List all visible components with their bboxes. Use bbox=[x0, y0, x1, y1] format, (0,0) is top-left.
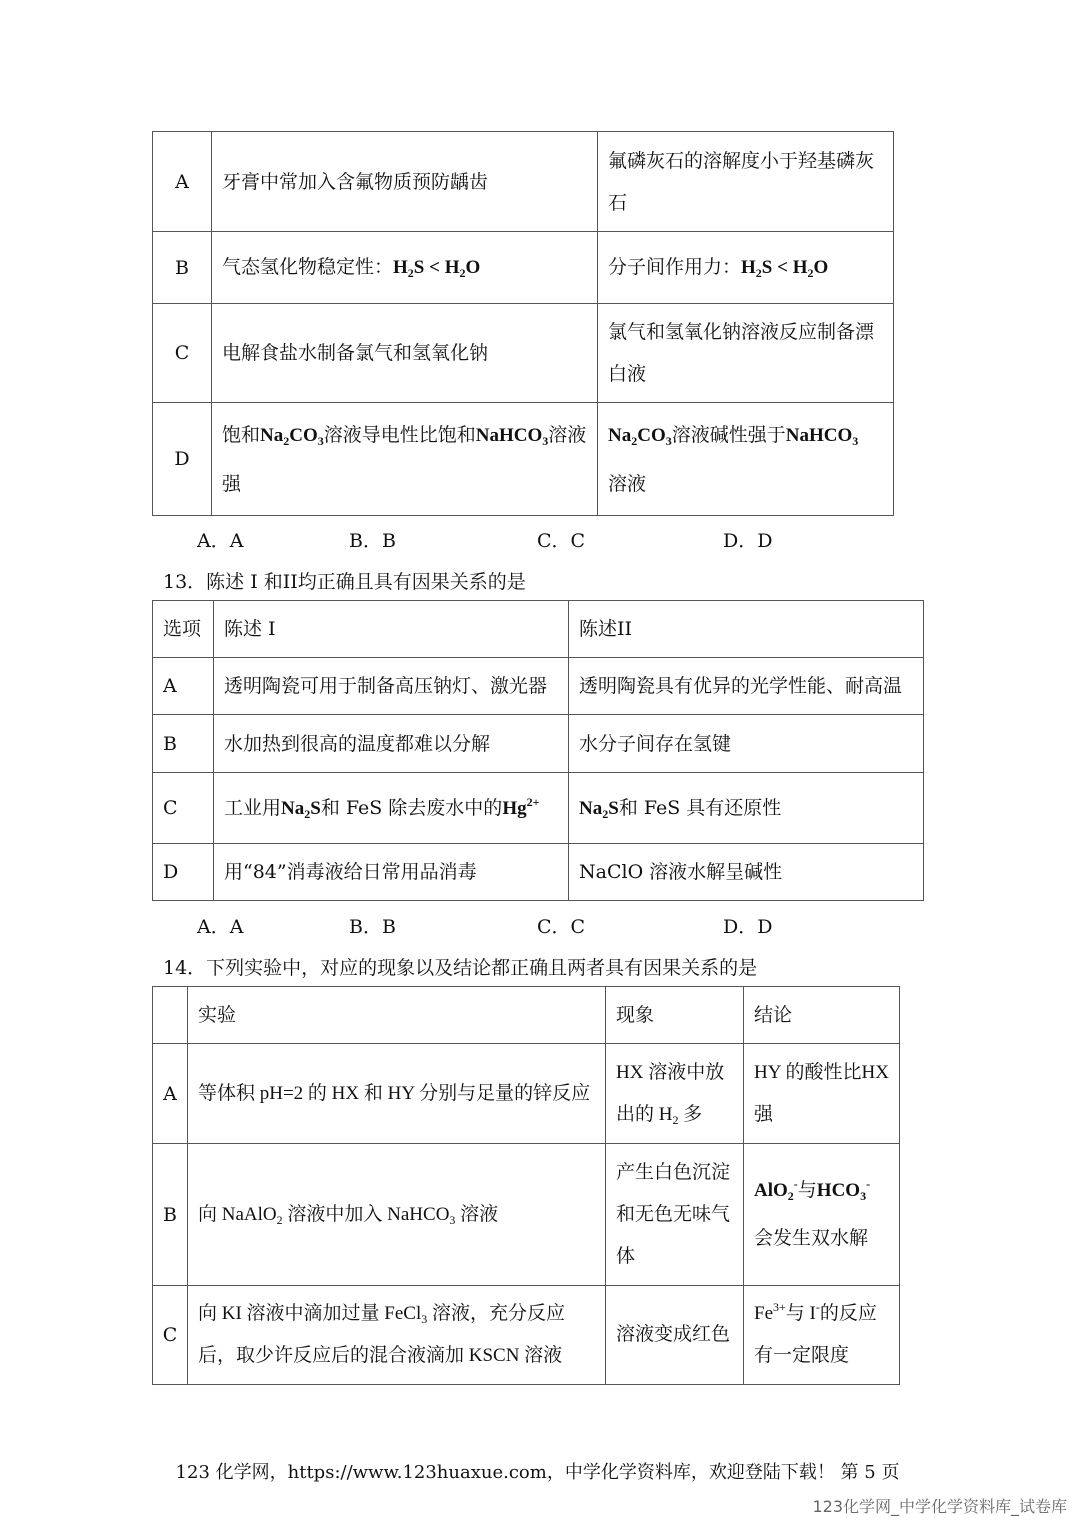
statement-text: 溶液 bbox=[608, 472, 647, 495]
table-header-row bbox=[153, 987, 900, 1044]
statement-text: 溶液中加入 NaHCO bbox=[282, 1203, 450, 1225]
option-d[interactable]: D．D bbox=[723, 916, 773, 938]
table-row bbox=[153, 844, 924, 901]
statement-text: 多 bbox=[683, 1103, 703, 1125]
q12-statement-1: 牙膏中常加入含氟物质预防龋齿 bbox=[212, 132, 598, 232]
q14-experiment: 等体积 pH=2 的 HX 和 HY 分别与足量的锌反应 bbox=[188, 1044, 606, 1144]
q12-statement-1 bbox=[212, 232, 598, 304]
q12-row-key: A bbox=[153, 132, 212, 232]
q12-row-key: B bbox=[153, 232, 212, 304]
column-header: 陈述II bbox=[569, 601, 924, 658]
table-header-row bbox=[153, 601, 924, 658]
statement-text: Fe bbox=[754, 1303, 773, 1324]
subscript: 3 bbox=[421, 1312, 428, 1326]
q12-statement-1: 电解食盐水制备氯气和氢氧化钠 bbox=[212, 304, 598, 403]
q14-experiment bbox=[188, 1144, 606, 1286]
q13-statement-2: 水分子间存在氢键 bbox=[569, 715, 924, 773]
page-footer: 123 化学网，https://www.123huaxue.com，中学化学资料库，欢迎登陆下载！ 第 5 页 bbox=[175, 1462, 900, 1483]
statement-text: 溶液导电性比饱和 bbox=[323, 423, 476, 446]
q14-row-key: A bbox=[153, 1044, 188, 1144]
formula: $H_2S < H_2O$ bbox=[741, 257, 829, 280]
q14-row-key: C bbox=[153, 1286, 188, 1385]
statement-text: 溶液，充分反应后，取少许反应后的混合液滴加 KSCN 溶液 bbox=[198, 1303, 566, 1366]
q14-conclusion bbox=[744, 1144, 900, 1286]
subscript: 2 bbox=[672, 1112, 679, 1127]
q13-row-key: D bbox=[153, 844, 214, 901]
statement-text: 工业用 bbox=[224, 796, 282, 819]
q12-row-key: D bbox=[153, 403, 212, 516]
q12-table bbox=[152, 131, 894, 516]
option-c[interactable]: C．C bbox=[537, 530, 586, 552]
q13-row-key: B bbox=[153, 715, 214, 773]
statement-text: 向 KI 溶液中滴加过量 FeCl bbox=[198, 1303, 422, 1324]
watermark: 123化学网_中学化学资料库_试卷库 bbox=[812, 1497, 1067, 1516]
column-header: 选项 bbox=[153, 601, 214, 658]
statement-text: 与 bbox=[797, 1179, 817, 1201]
formula: $H_2S < H_2O$ bbox=[393, 257, 481, 280]
table-row bbox=[153, 658, 924, 715]
q14-experiment bbox=[188, 1286, 606, 1385]
table-row bbox=[153, 132, 894, 232]
statement-text: 出的 H bbox=[616, 1103, 673, 1125]
option-a[interactable]: A．A bbox=[197, 916, 244, 938]
q13-statement-2 bbox=[569, 773, 924, 844]
q13-statement-2: 透明陶瓷具有优异的光学性能、耐高温 bbox=[569, 658, 924, 715]
statement-text: 和 FeS 具有还原性 bbox=[618, 796, 782, 819]
q13-row-key: C bbox=[153, 773, 214, 844]
q14-title: 14．下列实验中，对应的现象以及结论都正确且两者具有因果关系的是 bbox=[163, 957, 758, 979]
column-header: 现象 bbox=[606, 987, 744, 1044]
q12-statement-2: 氟磷灰石的溶解度小于羟基磷灰石 bbox=[598, 132, 894, 232]
q13-options bbox=[0, 912, 800, 936]
statement-text: 溶液碱性强于 bbox=[671, 423, 786, 446]
q14-phenomenon: 产生白色沉淀和无色无味气体 bbox=[606, 1144, 744, 1286]
statement-text: 饱和 bbox=[222, 423, 261, 446]
subscript: 2 bbox=[276, 1212, 283, 1227]
q13-statement-1 bbox=[214, 773, 569, 844]
statement-text: 分子间作用力： bbox=[608, 256, 742, 278]
q14-phenomenon: 溶液变成红色 bbox=[606, 1286, 744, 1385]
formula: $Na_2S$ bbox=[579, 797, 619, 821]
formula: NaHCO$_3$ bbox=[785, 424, 859, 448]
formula: $Na_2CO_3$ bbox=[608, 424, 672, 448]
formula: NaHCO$_3$ bbox=[475, 424, 549, 448]
table-row bbox=[153, 773, 924, 844]
q14-conclusion bbox=[744, 1286, 900, 1385]
q13-table bbox=[152, 600, 924, 901]
option-a[interactable]: A．A bbox=[197, 530, 244, 552]
option-b[interactable]: B．B bbox=[349, 916, 396, 938]
table-row bbox=[153, 1286, 900, 1385]
statement-text: 和 FeS 除去废水中的 bbox=[320, 796, 503, 819]
q12-row-key: C bbox=[153, 304, 212, 403]
table-row bbox=[153, 403, 894, 516]
q13-title: 13．陈述 I 和II均正确且具有因果关系的是 bbox=[163, 571, 526, 593]
formula: AlO$_2$- bbox=[754, 1176, 798, 1203]
column-header: 实验 bbox=[188, 987, 606, 1044]
statement-text: 气态氢化物稳定性： bbox=[222, 256, 394, 278]
statement-text: HX 溶液中放 bbox=[616, 1061, 725, 1083]
superscript: - bbox=[815, 1300, 820, 1314]
statement-text: 会发生双水解 bbox=[754, 1227, 869, 1249]
q13-statement-1: 用“84”消毒液给日常用品消毒 bbox=[214, 844, 569, 901]
option-b[interactable]: B．B bbox=[349, 530, 396, 552]
statement-text: 溶液强 bbox=[222, 423, 587, 495]
column-header: 结论 bbox=[744, 987, 900, 1044]
q14-phenomenon bbox=[606, 1044, 744, 1144]
table-row bbox=[153, 232, 894, 304]
statement-text: 与 I bbox=[785, 1303, 816, 1324]
q14-conclusion: HY 的酸性比HX 强 bbox=[744, 1044, 900, 1144]
column-header: 陈述 I bbox=[214, 601, 569, 658]
statement-text: 溶液 bbox=[455, 1203, 499, 1225]
formula: $Na_2CO_3$ bbox=[260, 424, 324, 448]
q14-table bbox=[152, 986, 900, 1385]
q13-statement-1: 水加热到很高的温度都难以分解 bbox=[214, 715, 569, 773]
q12-options bbox=[0, 526, 800, 550]
option-d[interactable]: D．D bbox=[723, 530, 773, 552]
statement-text: 的反应有一定限度 bbox=[754, 1303, 877, 1366]
formula: $Na_2S$ bbox=[281, 797, 321, 821]
q13-row-key: A bbox=[153, 658, 214, 715]
q13-statement-2: NaClO 溶液水解呈碱性 bbox=[569, 844, 924, 901]
column-header bbox=[153, 987, 188, 1044]
superscript: 3+ bbox=[773, 1300, 786, 1314]
table-row bbox=[153, 304, 894, 403]
table-row bbox=[153, 715, 924, 773]
option-c[interactable]: C．C bbox=[537, 916, 586, 938]
q12-statement-1 bbox=[212, 403, 598, 516]
table-row bbox=[153, 1044, 900, 1144]
subscript: 3 bbox=[449, 1212, 456, 1227]
q12-statement-2 bbox=[598, 403, 894, 516]
formula: $Hg^{2+}$ bbox=[502, 794, 540, 819]
statement-text: 向 NaAlO bbox=[198, 1203, 277, 1225]
q12-statement-2 bbox=[598, 232, 894, 304]
table-row bbox=[153, 1144, 900, 1286]
q13-statement-1: 透明陶瓷可用于制备高压钠灯、激光器 bbox=[214, 658, 569, 715]
q12-statement-2: 氯气和氢氧化钠溶液反应制备漂白液 bbox=[598, 304, 894, 403]
formula: $HCO_3^-$ bbox=[816, 1176, 871, 1203]
q14-row-key: B bbox=[153, 1144, 188, 1286]
